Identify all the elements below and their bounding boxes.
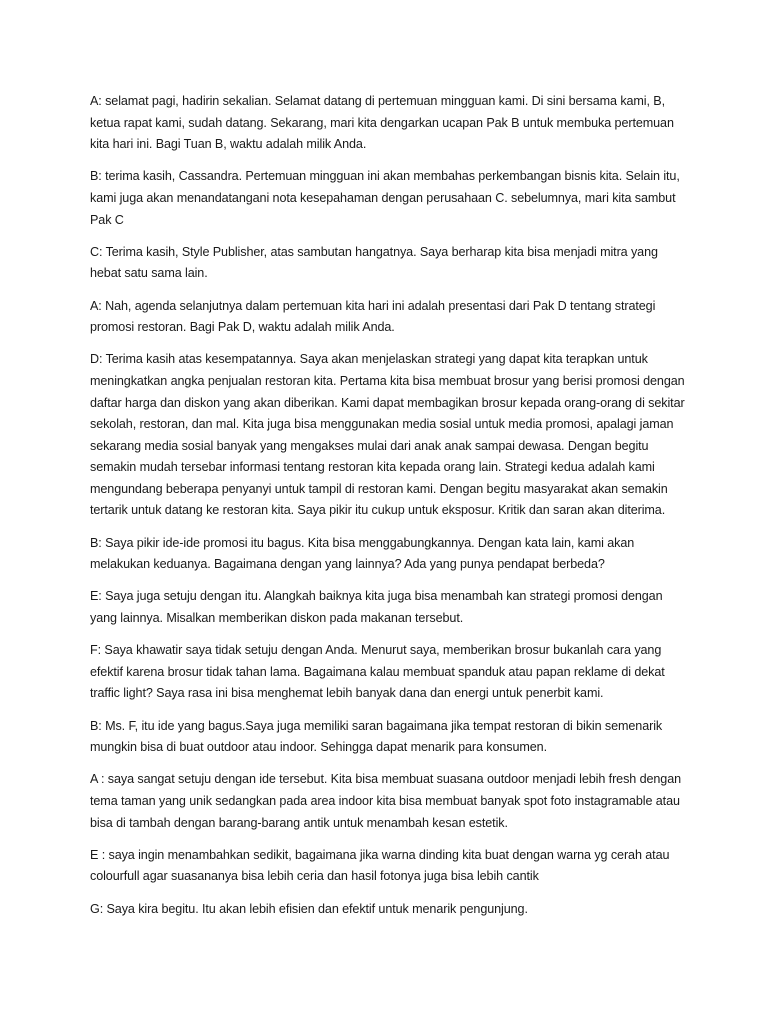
dialogue-paragraph-b-suggestion: B: Ms. F, itu ide yang bagus.Saya juga memiliki saran bagaimana jika tempat restoran di bikin semenarik mungkin bisa di buat outdoor atau indoor. Sehingga dapat menarik para konsumen. (90, 718, 663, 755)
dialogue-paragraph-f-disagree: F: Saya khawatir saya tidak setuju dengan Anda. Menurut saya, memberikan brosur bukanlah cara yang efektif karena brosur tidak tahan lama. Bagaimana kalau membuat spanduk atau papan reklame di dekat traffic light? Saya rasa ini bisa menghemat lebih banyak dana dan energi untuk penerbit kami. (90, 643, 665, 701)
dialogue-paragraph-b-welcome: B: terima kasih, Cassandra. Pertemuan mingguan ini akan membahas perkembangan bisnis kita. Selain itu, kami juga akan menandatangani nota kesepahaman dengan perusahaan C. sebelumnya, mari kita sambut Pak C (90, 169, 680, 227)
dialogue-paragraph-e-agree: E: Saya juga setuju dengan itu. Alangkah baiknya kita juga bisa menambah kan strategi promosi dengan yang lainnya. Misalkan memberikan diskon pada makanan tersebut. (90, 589, 663, 626)
dialogue-paragraph-a-opening: A: selamat pagi, hadirin sekalian. Selamat datang di pertemuan mingguan kami. Di sini bersama kami, B, ketua rapat kami, sudah datang. Sekarang, mari kita dengarkan ucapan Pak B untuk membuka pertemuan kita hari ini. Bagi Tuan B, waktu adalah milik Anda. (90, 94, 674, 152)
document-page (90, 91, 686, 931)
dialogue-paragraph-g-closing: G: Saya kira begitu. Itu akan lebih efisien dan efektif untuk menarik pengunjung. (90, 901, 528, 916)
dialogue-paragraph-a-outdoor: A : saya sangat setuju dengan ide tersebut. Kita bisa membuat suasana outdoor menjadi lebih fresh dengan tema taman yang unik sedangkan pada area indoor kita bisa membuat banyak spot foto instagramable atau bisa di tambah dengan barang-barang antik untuk menambah kesan estetik. (90, 772, 682, 830)
dialogue-paragraph-e-colour: E : saya ingin menambahkan sedikit, bagaimana jika warna dinding kita buat dengan warna yg cerah atau colourfull agar suasananya bisa lebih ceria dan hasil fotonya juga bisa lebih cantik (90, 847, 670, 884)
dialogue-paragraph-a-agenda: A: Nah, agenda selanjutnya dalam pertemuan kita hari ini adalah presentasi dari Pak D tentang strategi promosi restoran. Bagi Pak D, waktu adalah milik Anda. (90, 298, 656, 335)
dialogue-paragraph-c-thanks: C: Terima kasih, Style Publisher, atas sambutan hangatnya. Saya berharap kita bisa menjadi mitra yang hebat satu sama lain. (90, 244, 658, 281)
dialogue-paragraph-d-presentation: D: Terima kasih atas kesempatannya. Saya akan menjelaskan strategi yang dapat kita terapkan untuk meningkatkan angka penjualan restoran kita. Pertama kita bisa membuat brosur yang berisi promosi dengan daftar harga dan diskon yang akan diberikan. Kami dapat membagikan brosur kepada orang-orang di sekitar sekolah, restoran, dan mal. Kita juga bisa menggunakan media sosial untuk media promosi, apalagi jaman sekarang media sosial banyak yang mengakses mulai dari anak anak sampai dewasa. Dengan begitu semakin mudah tersebar informasi tentang restoran kita kepada orang lain. Strategi kedua adalah kami mengundang beberapa penyanyi untuk tampil di restoran kami. Dengan begitu masyarakat akan semakin tertarik untuk datang ke restoran kita. Saya pikir itu cukup untuk eksposur. Kritik dan saran akan diterima. (90, 352, 685, 518)
dialogue-paragraph-b-response: B: Saya pikir ide-ide promosi itu bagus. Kita bisa menggabungkannya. Dengan kata lain, kami akan melakukan keduanya. Bagaimana dengan yang lainnya? Ada yang punya pendapat berbeda? (90, 535, 635, 572)
